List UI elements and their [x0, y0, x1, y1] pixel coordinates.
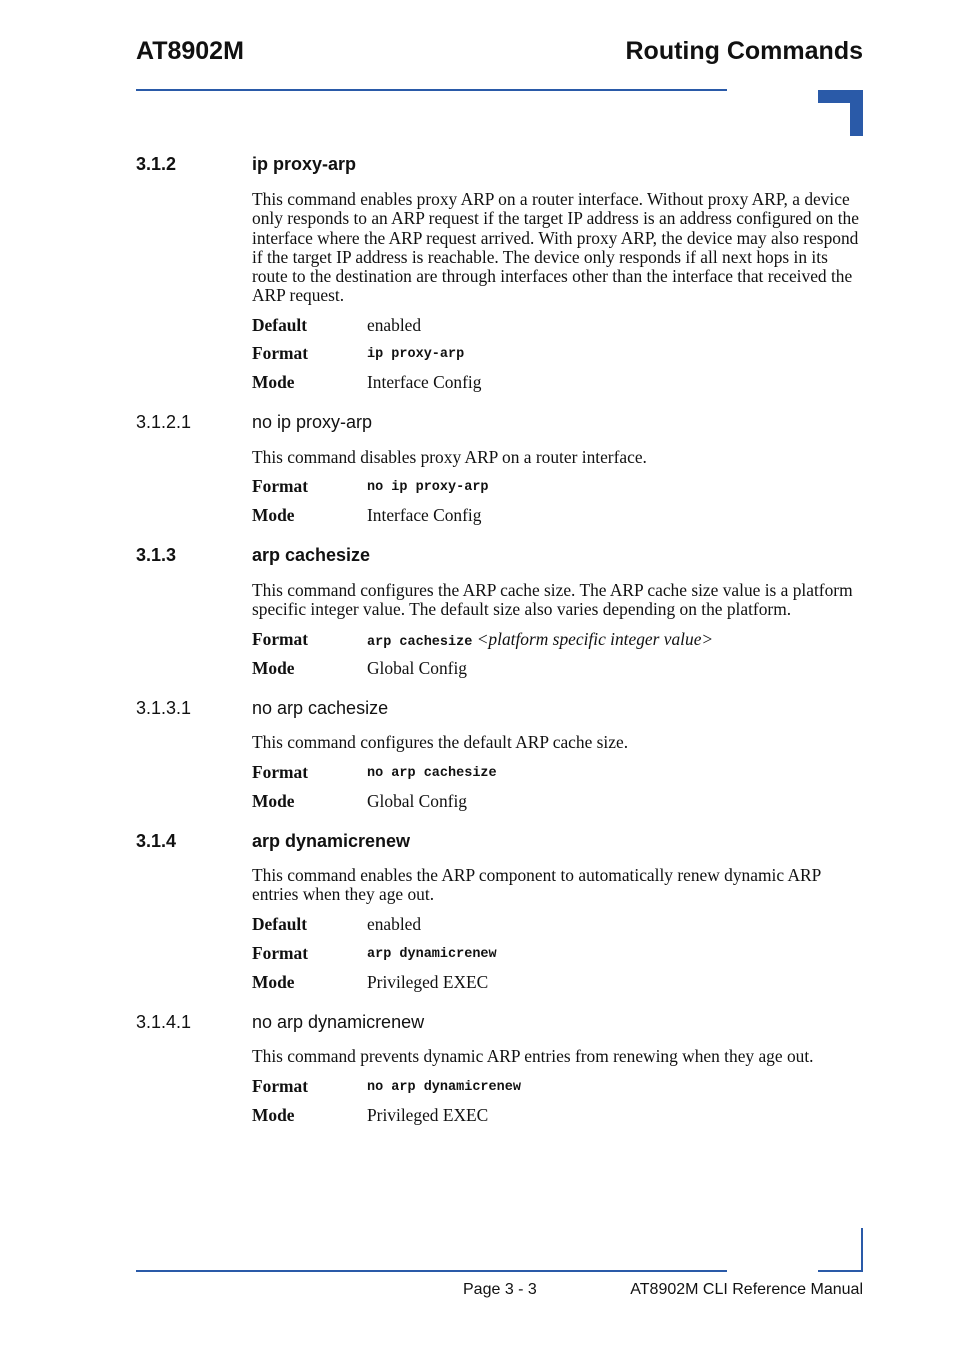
- footer-page-number: Page 3 - 3: [463, 1281, 537, 1298]
- format-value: no arp dynamicrenew: [367, 1080, 521, 1095]
- footer-corner-mark-bottom: [818, 1270, 863, 1272]
- section-number: 3.1.2.1: [136, 412, 192, 432]
- format-value: no ip proxy-arp: [367, 480, 489, 495]
- mode-value: Global Config: [367, 791, 467, 811]
- section-title: no arp cachesize: [252, 698, 389, 718]
- section-title: arp cachesize: [252, 545, 371, 565]
- section-number: 3.1.4.1: [136, 1012, 192, 1032]
- mode-value: Interface Config: [367, 372, 482, 392]
- mode-value: Global Config: [367, 658, 467, 678]
- default-label: Default: [252, 315, 308, 335]
- header-rule: [136, 89, 727, 91]
- header-corner-mark-vertical: [850, 90, 863, 136]
- format-label: Format: [252, 476, 309, 496]
- section-description: This command prevents dynamic ARP entries from renewing when they age out.: [252, 1046, 814, 1066]
- header-chapter: Routing Commands: [625, 37, 863, 65]
- format-label: Format: [252, 343, 309, 363]
- mode-value: Privileged EXEC: [367, 972, 489, 992]
- footer-corner-mark: [861, 1228, 863, 1272]
- mode-label: Mode: [252, 972, 295, 992]
- format-label: Format: [252, 1076, 309, 1096]
- section-number: 3.1.3: [136, 545, 177, 565]
- section-number: 3.1.4: [136, 831, 177, 851]
- default-label: Default: [252, 914, 308, 934]
- format-label: Format: [252, 762, 309, 782]
- section-number: 3.1.3.1: [136, 698, 192, 718]
- section-title: no arp dynamicrenew: [252, 1012, 425, 1032]
- format-value-line: [367, 629, 713, 650]
- default-value: enabled: [367, 315, 422, 335]
- format-value: no arp cachesize: [367, 766, 497, 781]
- section-description: This command disables proxy ARP on a router interface.: [252, 447, 647, 467]
- mode-label: Mode: [252, 658, 295, 678]
- format-value: arp cachesize: [367, 635, 473, 650]
- mode-label: Mode: [252, 505, 295, 525]
- section-title: no ip proxy-arp: [252, 412, 373, 432]
- format-value: ip proxy-arp: [367, 347, 465, 362]
- footer-rule: [136, 1270, 727, 1272]
- mode-label: Mode: [252, 791, 295, 811]
- section-description: This command configures the default ARP cache size.: [252, 732, 629, 752]
- section-title: ip proxy-arp: [252, 154, 357, 174]
- format-label: Format: [252, 943, 309, 963]
- section-description: This command enables proxy ARP on a router interface. Without proxy ARP, a device only responds to an ARP request if the target IP address is an address configured on the interface where the ARP request arrived. With proxy ARP, the device may also respond if the target IP address is reachable. The device only responds if all next hops in its route to the destination are through interfaces other than the interface that received the ARP request.: [252, 189, 859, 306]
- mode-value: Privileged EXEC: [367, 1105, 489, 1125]
- default-value: enabled: [367, 914, 422, 934]
- header-product: AT8902M: [136, 37, 244, 65]
- format-value: arp dynamicrenew: [367, 947, 497, 962]
- mode-value: Interface Config: [367, 505, 482, 525]
- section-title: arp dynamicrenew: [252, 831, 411, 851]
- section-description: This command configures the ARP cache size. The ARP cache size value is a platform specific integer value. The default size also varies depending on the platform.: [252, 580, 853, 620]
- section-description: This command enables the ARP component to automatically renew dynamic ARP entries when they age out.: [252, 865, 821, 905]
- mode-label: Mode: [252, 1105, 295, 1125]
- section-number: 3.1.2: [136, 154, 177, 174]
- format-label: Format: [252, 629, 309, 649]
- footer-manual-title: AT8902M CLI Reference Manual: [630, 1281, 863, 1298]
- format-param: <platform specific integer value>: [476, 629, 714, 649]
- mode-label: Mode: [252, 372, 295, 392]
